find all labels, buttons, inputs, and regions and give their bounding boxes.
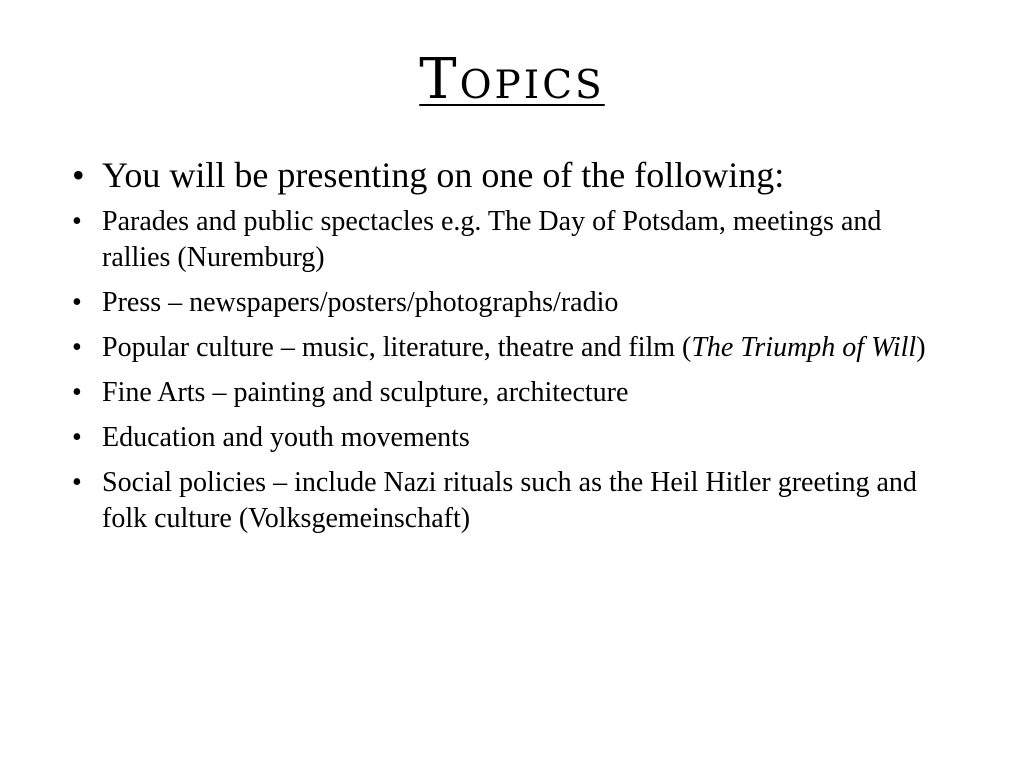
- bullet-icon: •: [72, 377, 82, 408]
- bullet-icon: •: [72, 155, 85, 195]
- bullet-item: [72, 152, 952, 198]
- bullet-text-post: ): [916, 332, 926, 363]
- bullet-icon: •: [72, 422, 82, 453]
- bullet-text: Education and youth movements: [102, 422, 470, 453]
- bullet-icon: •: [72, 287, 82, 318]
- bullet-item: [72, 465, 952, 537]
- bullet-text: You will be presenting on one of the following:: [102, 155, 785, 195]
- bullet-text: Social policies – include Nazi rituals such as the Heil Hitler greeting and folk culture (Volksgemeinschaft): [102, 467, 917, 534]
- bullet-item: [72, 375, 952, 411]
- bullet-text: Press – newspapers/posters/photographs/radio: [102, 287, 619, 318]
- bullet-icon: •: [72, 206, 82, 237]
- bullet-item: [72, 420, 952, 456]
- bullet-icon: •: [72, 467, 82, 498]
- bullet-item: [72, 204, 952, 276]
- bullet-text-pre: Popular culture – music, literature, theatre and film (: [102, 332, 692, 363]
- slide-title-text: Topics: [419, 47, 605, 112]
- bullet-icon: •: [72, 332, 82, 363]
- film-title: The Triumph of Will: [691, 332, 917, 363]
- bullet-item: [72, 330, 952, 366]
- bullet-text: [102, 332, 926, 363]
- bullet-item: [72, 285, 952, 321]
- bullet-list: [72, 152, 952, 546]
- bullet-text: Parades and public spectacles e.g. The Day of Potsdam, meetings and rallies (Nuremburg): [102, 206, 882, 273]
- bullet-text: Fine Arts – painting and sculpture, architecture: [102, 377, 629, 408]
- slide-title: [0, 47, 1024, 112]
